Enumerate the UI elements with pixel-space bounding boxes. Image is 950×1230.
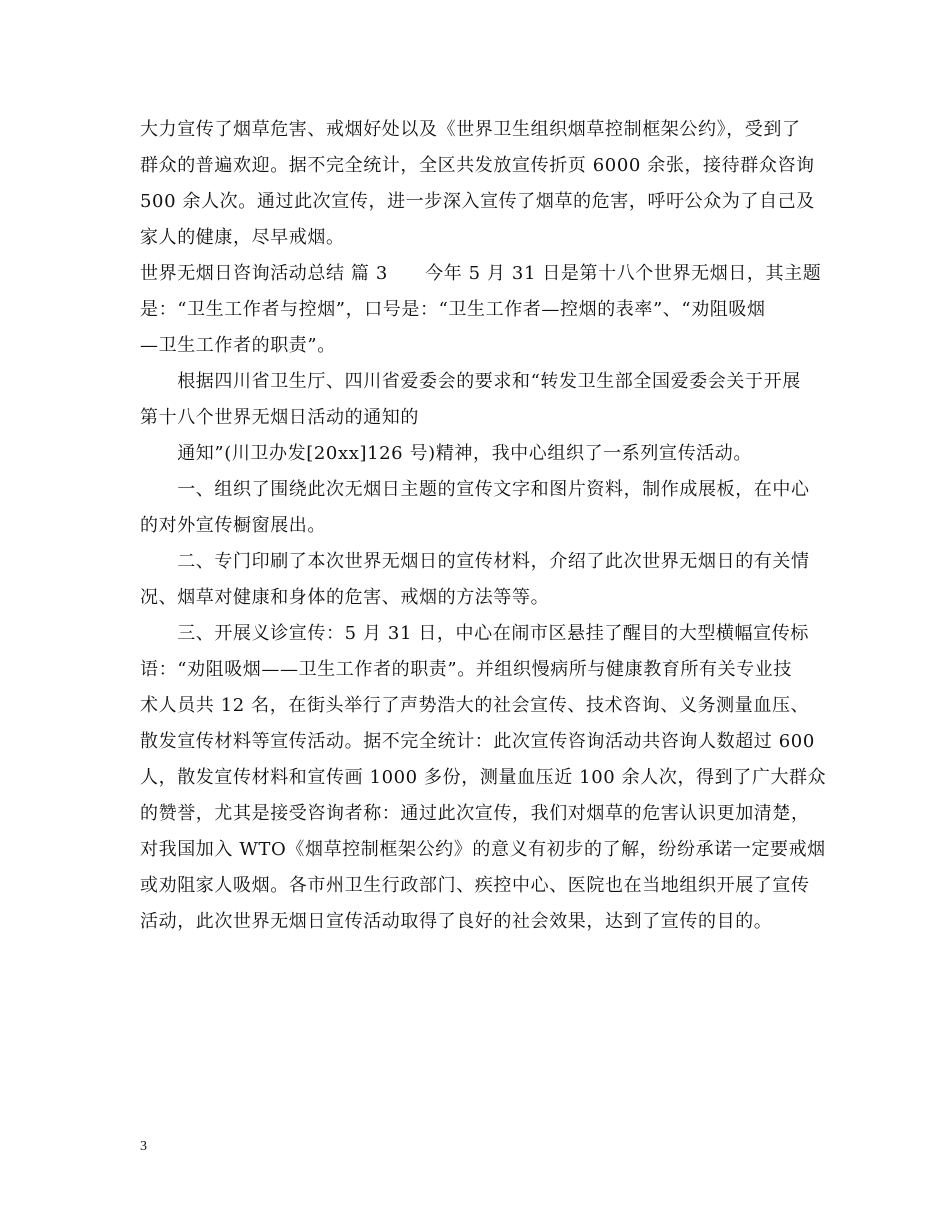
text-line: 二、专门印刷了本次世界无烟日的宣传材料，介绍了此次世界无烟日的有关情 <box>140 551 810 572</box>
text-line: 活动，此次世界无烟日宣传活动取得了良好的社会效果，达到了宣传的目的。 <box>140 911 773 932</box>
text-line: 况、烟草对健康和身体的危害、戒烟的方法等等。 <box>140 587 550 608</box>
text-line: 一、组织了围绕此次无烟日主题的宣传文字和图片资料，制作成展板，在中心 <box>140 479 810 500</box>
text-line: —卫生工作者的职责”。 <box>140 335 336 356</box>
text-line: 三、开展义诊宣传：5 月 31 日，中心在闹市区悬挂了醒目的大型横幅宣传标 <box>140 623 809 644</box>
text-line: 的对外宣传橱窗展出。 <box>140 515 326 536</box>
text-line: 第十八个世界无烟日活动的通知的 <box>140 407 419 428</box>
text-line: 语：“劝阻吸烟——卫生工作者的职责”。并组织慢病所与健康教育所有关专业技 <box>140 659 793 680</box>
page-number: 3 <box>140 1139 147 1154</box>
text-line: 的赞誉，尤其是接受咨询者称：通过此次宣传，我们对烟草的危害认识更加清楚， <box>140 803 810 824</box>
text-line: 500 余人次。通过此次宣传，进一步深入宣传了烟草的危害，呼吁公众为了自己及 <box>140 191 815 212</box>
text-line: 术人员共 12 名，在街头举行了声势浩大的社会宣传、技术咨询、义务测量血压、 <box>140 695 810 716</box>
text-line: 通知”(川卫办发[20xx]126 号)精神，我中心组织了一系列宣传活动。 <box>140 443 752 464</box>
text-line: 人，散发宣传材料和宣传画 1000 多份，测量血压近 100 余人次，得到了广大群众 <box>140 767 827 788</box>
text-line: 根据四川省卫生厅、四川省爱委会的要求和“转发卫生部全国爱委会关于开展 <box>140 371 801 392</box>
text-line: 散发宣传材料等宣传活动。据不完全统计：此次宣传咨询活动共咨询人数超过 600 <box>140 731 815 752</box>
text-line: 是：“卫生工作者与控烟”，口号是：“卫生工作者—控烟的表率”、“劝阻吸烟 <box>140 299 766 320</box>
text-line: 对我国加入 WTO《烟草控制框架公约》的意义有初步的了解，纷纷承诺一定要戒烟 <box>140 839 826 860</box>
text-line: 大力宣传了烟草危害、戒烟好处以及《世界卫生组织烟草控制框架公约》，受到了 <box>140 119 801 140</box>
section-heading-line: 世界无烟日咨询活动总结 篇 3 今年 5 月 31 日是第十八个世界无烟日，其主题 <box>140 263 822 284</box>
text-line: 群众的普遍欢迎。据不完全统计，全区共发放宣传折页 6000 余张，接待群众咨询 <box>140 155 815 176</box>
text-line: 家人的健康，尽早戒烟。 <box>140 227 345 248</box>
text-line: 或劝阻家人吸烟。各市州卫生行政部门、疾控中心、医院也在当地组织开展了宣传 <box>140 875 810 896</box>
